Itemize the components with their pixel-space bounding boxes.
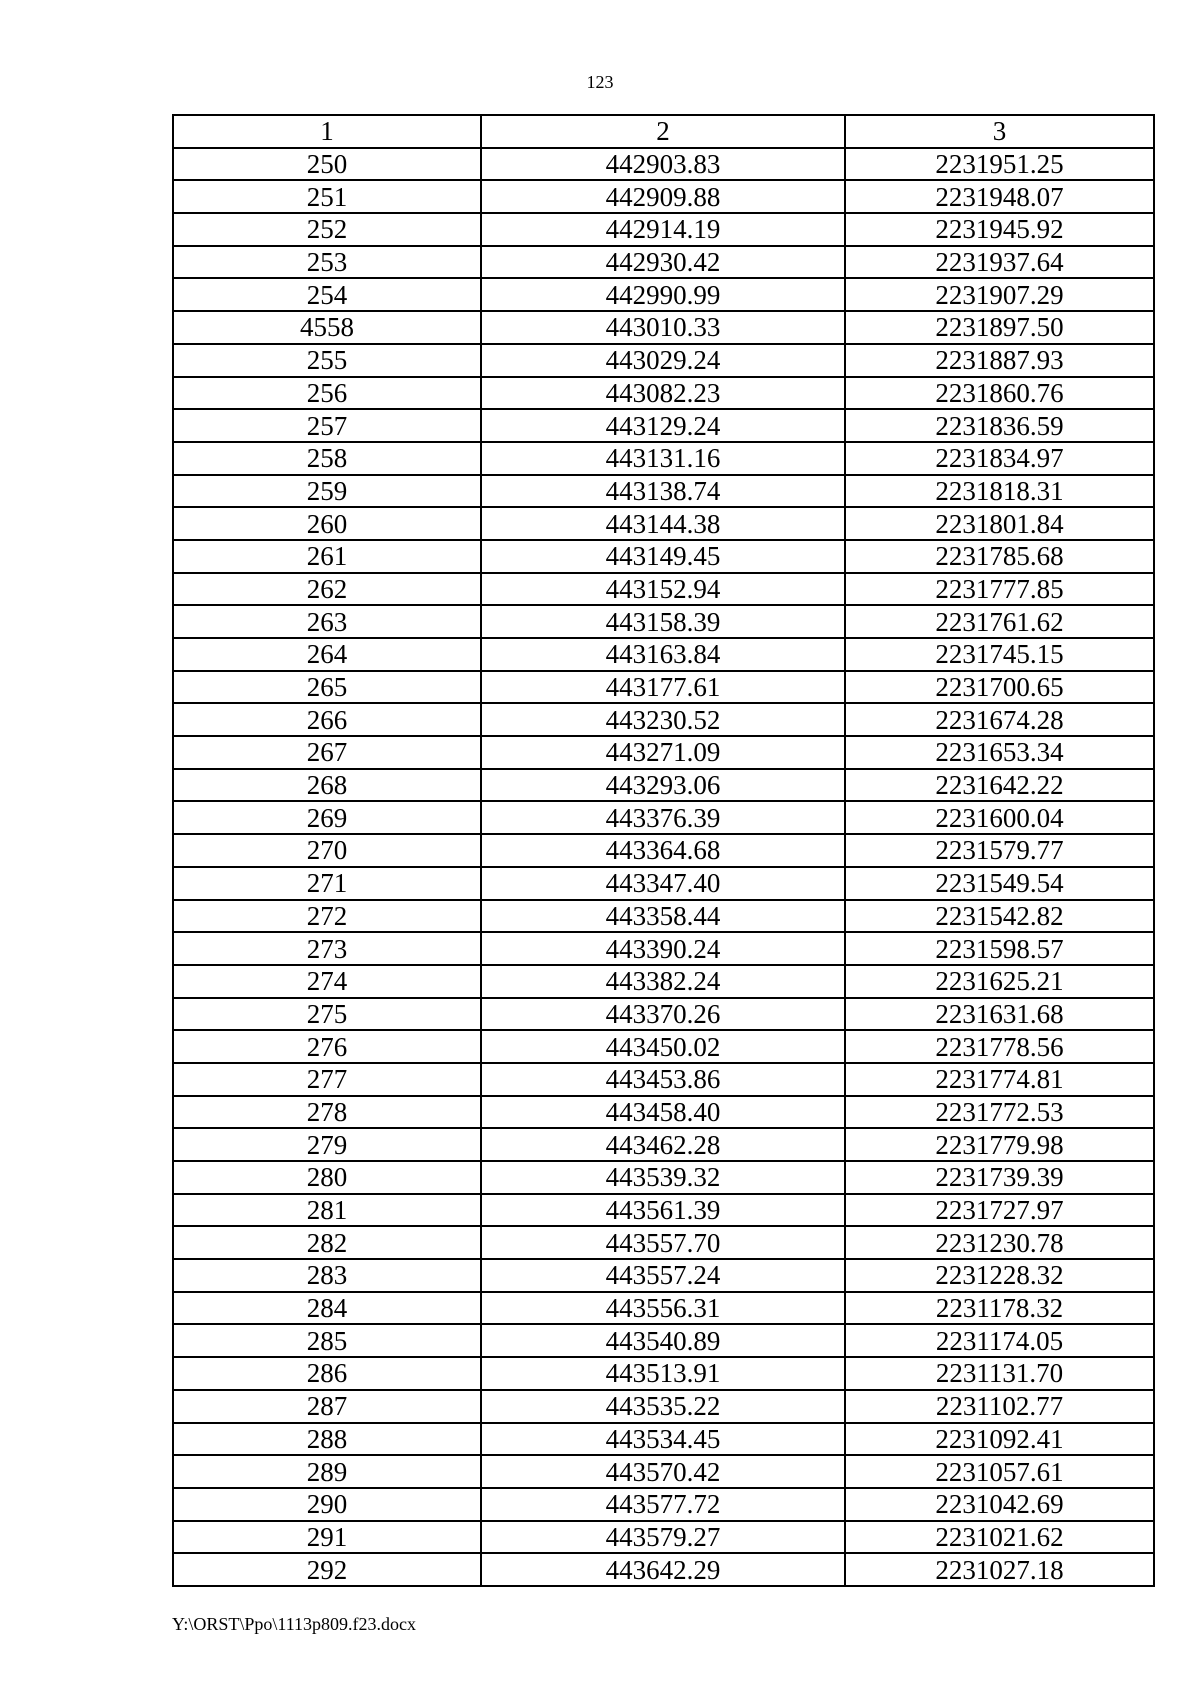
point-number-cell: 254	[173, 278, 481, 311]
y-coordinate-cell: 2231897.50	[845, 311, 1154, 344]
x-coordinate-cell: 443152.94	[481, 573, 845, 606]
point-number-cell: 255	[173, 344, 481, 377]
point-number-cell: 272	[173, 900, 481, 933]
y-coordinate-cell: 2231230.78	[845, 1226, 1154, 1259]
point-number-cell: 283	[173, 1259, 481, 1292]
point-number-cell: 4558	[173, 311, 481, 344]
table-row	[173, 1423, 1154, 1456]
x-coordinate-cell: 442930.42	[481, 246, 845, 279]
y-coordinate-cell: 2231092.41	[845, 1423, 1154, 1456]
table-row	[173, 377, 1154, 410]
y-coordinate-cell: 2231674.28	[845, 703, 1154, 736]
point-number-cell: 290	[173, 1488, 481, 1521]
y-coordinate-cell: 2231042.69	[845, 1488, 1154, 1521]
x-coordinate-cell: 443450.02	[481, 1030, 845, 1063]
y-coordinate-cell: 2231834.97	[845, 442, 1154, 475]
point-number-cell: 253	[173, 246, 481, 279]
y-coordinate-cell: 2231778.56	[845, 1030, 1154, 1063]
point-number-cell: 281	[173, 1194, 481, 1227]
point-number-cell: 250	[173, 148, 481, 181]
x-coordinate-cell: 443163.84	[481, 638, 845, 671]
table-row	[173, 1259, 1154, 1292]
table-row	[173, 834, 1154, 867]
table-row	[173, 180, 1154, 213]
y-coordinate-cell: 2231801.84	[845, 507, 1154, 540]
table-row	[173, 1194, 1154, 1227]
point-number-cell: 251	[173, 180, 481, 213]
x-coordinate-cell: 443534.45	[481, 1423, 845, 1456]
y-coordinate-cell: 2231700.65	[845, 671, 1154, 704]
point-number-cell: 279	[173, 1128, 481, 1161]
table-row	[173, 900, 1154, 933]
table-header	[173, 115, 1154, 148]
y-coordinate-cell: 2231745.15	[845, 638, 1154, 671]
x-coordinate-cell: 443271.09	[481, 736, 845, 769]
point-number-cell: 275	[173, 998, 481, 1031]
table-row	[173, 638, 1154, 671]
point-number-cell: 280	[173, 1161, 481, 1194]
table-row	[173, 246, 1154, 279]
point-number-cell: 278	[173, 1096, 481, 1129]
x-coordinate-cell: 443462.28	[481, 1128, 845, 1161]
y-coordinate-cell: 2231625.21	[845, 965, 1154, 998]
table-row	[173, 344, 1154, 377]
table-row	[173, 442, 1154, 475]
x-coordinate-cell: 443149.45	[481, 540, 845, 573]
y-coordinate-cell: 2231937.64	[845, 246, 1154, 279]
table-row	[173, 409, 1154, 442]
x-coordinate-cell: 443177.61	[481, 671, 845, 704]
table-row	[173, 507, 1154, 540]
table-row	[173, 148, 1154, 181]
point-number-cell: 260	[173, 507, 481, 540]
y-coordinate-cell: 2231228.32	[845, 1259, 1154, 1292]
footer-file-path: Y:\ORST\Ppo\1113p809.f23.docx	[172, 1614, 417, 1634]
x-coordinate-cell: 443293.06	[481, 769, 845, 802]
table-body	[173, 148, 1154, 1586]
table-row	[173, 1226, 1154, 1259]
table-row	[173, 965, 1154, 998]
page-number: 123	[586, 72, 614, 92]
x-coordinate-cell: 443010.33	[481, 311, 845, 344]
y-coordinate-cell: 2231727.97	[845, 1194, 1154, 1227]
table-row	[173, 475, 1154, 508]
table-row	[173, 311, 1154, 344]
point-number-cell: 289	[173, 1455, 481, 1488]
table-row	[173, 1553, 1154, 1586]
y-coordinate-cell: 2231860.76	[845, 377, 1154, 410]
y-coordinate-cell: 2231777.85	[845, 573, 1154, 606]
table-row	[173, 932, 1154, 965]
table-row	[173, 1521, 1154, 1554]
x-coordinate-cell: 443138.74	[481, 475, 845, 508]
table-row	[173, 1292, 1154, 1325]
table-row	[173, 1161, 1154, 1194]
table-row	[173, 1324, 1154, 1357]
x-coordinate-cell: 443540.89	[481, 1324, 845, 1357]
point-number-cell: 257	[173, 409, 481, 442]
table-row	[173, 540, 1154, 573]
y-coordinate-cell: 2231761.62	[845, 605, 1154, 638]
point-number-cell: 259	[173, 475, 481, 508]
x-coordinate-cell: 443561.39	[481, 1194, 845, 1227]
y-coordinate-cell: 2231178.32	[845, 1292, 1154, 1325]
point-number-cell: 258	[173, 442, 481, 475]
point-number-cell: 264	[173, 638, 481, 671]
point-number-cell: 282	[173, 1226, 481, 1259]
y-coordinate-cell: 2231945.92	[845, 213, 1154, 246]
x-coordinate-cell: 443370.26	[481, 998, 845, 1031]
y-coordinate-cell: 2231818.31	[845, 475, 1154, 508]
point-number-cell: 273	[173, 932, 481, 965]
table-row	[173, 703, 1154, 736]
point-number-cell: 263	[173, 605, 481, 638]
table-row	[173, 1455, 1154, 1488]
point-number-cell: 285	[173, 1324, 481, 1357]
y-coordinate-cell: 2231785.68	[845, 540, 1154, 573]
table-row	[173, 1390, 1154, 1423]
point-number-cell: 291	[173, 1521, 481, 1554]
x-coordinate-cell: 443082.23	[481, 377, 845, 410]
table-row	[173, 1030, 1154, 1063]
x-coordinate-cell: 443642.29	[481, 1553, 845, 1586]
y-coordinate-cell: 2231027.18	[845, 1553, 1154, 1586]
table-row	[173, 736, 1154, 769]
x-coordinate-cell: 442914.19	[481, 213, 845, 246]
point-number-cell: 287	[173, 1390, 481, 1423]
point-number-cell: 292	[173, 1553, 481, 1586]
x-coordinate-cell: 443158.39	[481, 605, 845, 638]
y-coordinate-cell: 2231653.34	[845, 736, 1154, 769]
point-number-cell: 261	[173, 540, 481, 573]
y-coordinate-cell: 2231739.39	[845, 1161, 1154, 1194]
x-coordinate-cell: 443358.44	[481, 900, 845, 933]
table-row	[173, 605, 1154, 638]
table-row	[173, 573, 1154, 606]
y-coordinate-cell: 2231174.05	[845, 1324, 1154, 1357]
y-coordinate-cell: 2231836.59	[845, 409, 1154, 442]
x-coordinate-cell: 443535.22	[481, 1390, 845, 1423]
y-coordinate-cell: 2231779.98	[845, 1128, 1154, 1161]
column-header-1: 1	[173, 115, 481, 148]
x-coordinate-cell: 443029.24	[481, 344, 845, 377]
point-number-cell: 276	[173, 1030, 481, 1063]
point-number-cell: 266	[173, 703, 481, 736]
x-coordinate-cell: 443390.24	[481, 932, 845, 965]
y-coordinate-cell: 2231772.53	[845, 1096, 1154, 1129]
table-row	[173, 671, 1154, 704]
x-coordinate-cell: 443579.27	[481, 1521, 845, 1554]
point-number-cell: 284	[173, 1292, 481, 1325]
column-header-3: 3	[845, 115, 1154, 148]
y-coordinate-cell: 2231600.04	[845, 801, 1154, 834]
point-number-cell: 268	[173, 769, 481, 802]
y-coordinate-cell: 2231951.25	[845, 148, 1154, 181]
point-number-cell: 271	[173, 867, 481, 900]
x-coordinate-cell: 443539.32	[481, 1161, 845, 1194]
x-coordinate-cell: 443364.68	[481, 834, 845, 867]
y-coordinate-cell: 2231579.77	[845, 834, 1154, 867]
y-coordinate-cell: 2231948.07	[845, 180, 1154, 213]
point-number-cell: 256	[173, 377, 481, 410]
x-coordinate-cell: 443382.24	[481, 965, 845, 998]
table-row	[173, 213, 1154, 246]
y-coordinate-cell: 2231542.82	[845, 900, 1154, 933]
table-row	[173, 278, 1154, 311]
y-coordinate-cell: 2231887.93	[845, 344, 1154, 377]
x-coordinate-cell: 443513.91	[481, 1357, 845, 1390]
y-coordinate-cell: 2231774.81	[845, 1063, 1154, 1096]
x-coordinate-cell: 443577.72	[481, 1488, 845, 1521]
x-coordinate-cell: 443557.70	[481, 1226, 845, 1259]
x-coordinate-cell: 442903.83	[481, 148, 845, 181]
x-coordinate-cell: 442990.99	[481, 278, 845, 311]
x-coordinate-cell: 442909.88	[481, 180, 845, 213]
x-coordinate-cell: 443453.86	[481, 1063, 845, 1096]
header-row	[173, 115, 1154, 148]
point-number-cell: 269	[173, 801, 481, 834]
point-number-cell: 286	[173, 1357, 481, 1390]
point-number-cell: 277	[173, 1063, 481, 1096]
table-row	[173, 867, 1154, 900]
y-coordinate-cell: 2231907.29	[845, 278, 1154, 311]
y-coordinate-cell: 2231631.68	[845, 998, 1154, 1031]
x-coordinate-cell: 443458.40	[481, 1096, 845, 1129]
table-row	[173, 1488, 1154, 1521]
x-coordinate-cell: 443556.31	[481, 1292, 845, 1325]
point-number-cell: 265	[173, 671, 481, 704]
y-coordinate-cell: 2231057.61	[845, 1455, 1154, 1488]
x-coordinate-cell: 443144.38	[481, 507, 845, 540]
x-coordinate-cell: 443557.24	[481, 1259, 845, 1292]
y-coordinate-cell: 2231021.62	[845, 1521, 1154, 1554]
x-coordinate-cell: 443347.40	[481, 867, 845, 900]
point-number-cell: 270	[173, 834, 481, 867]
point-number-cell: 262	[173, 573, 481, 606]
x-coordinate-cell: 443230.52	[481, 703, 845, 736]
y-coordinate-cell: 2231131.70	[845, 1357, 1154, 1390]
coordinates-table	[172, 114, 1155, 1587]
point-number-cell: 267	[173, 736, 481, 769]
table-row	[173, 1096, 1154, 1129]
table-row	[173, 998, 1154, 1031]
table-row	[173, 1063, 1154, 1096]
point-number-cell: 252	[173, 213, 481, 246]
x-coordinate-cell: 443131.16	[481, 442, 845, 475]
y-coordinate-cell: 2231549.54	[845, 867, 1154, 900]
table-row	[173, 801, 1154, 834]
x-coordinate-cell: 443129.24	[481, 409, 845, 442]
y-coordinate-cell: 2231598.57	[845, 932, 1154, 965]
column-header-2: 2	[481, 115, 845, 148]
x-coordinate-cell: 443376.39	[481, 801, 845, 834]
table-row	[173, 769, 1154, 802]
point-number-cell: 288	[173, 1423, 481, 1456]
x-coordinate-cell: 443570.42	[481, 1455, 845, 1488]
point-number-cell: 274	[173, 965, 481, 998]
y-coordinate-cell: 2231642.22	[845, 769, 1154, 802]
y-coordinate-cell: 2231102.77	[845, 1390, 1154, 1423]
table-row	[173, 1357, 1154, 1390]
table-row	[173, 1128, 1154, 1161]
